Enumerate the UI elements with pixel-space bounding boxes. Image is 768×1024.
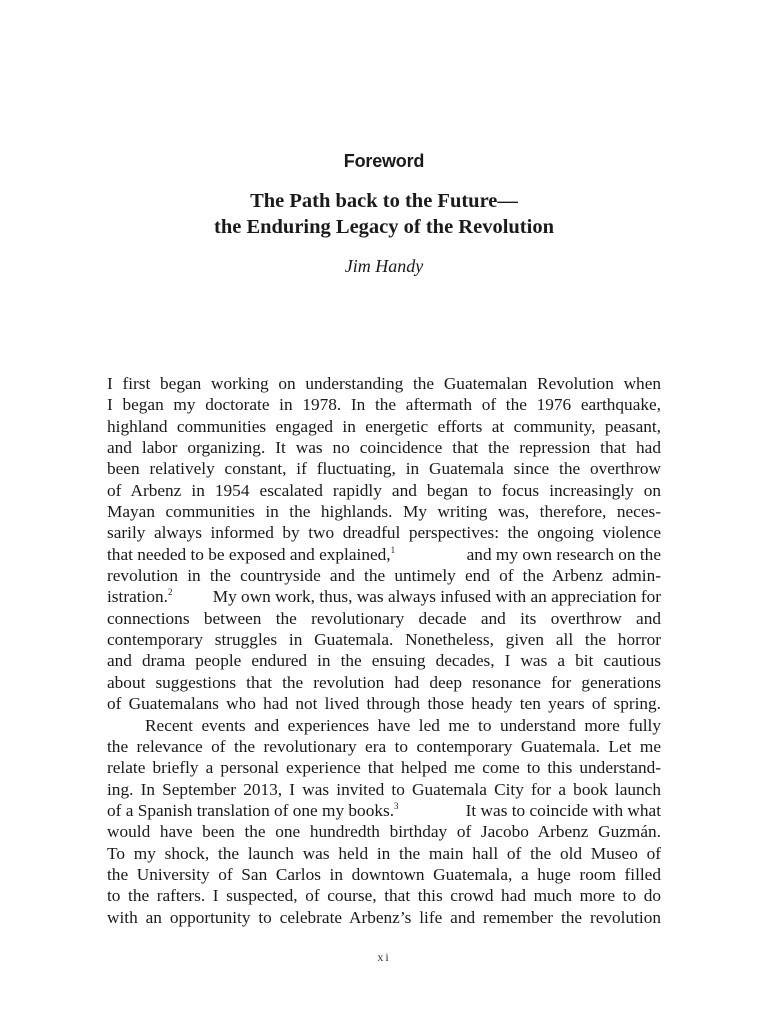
text-line: I first began working on understanding the Guatemalan Revolution when — [107, 374, 661, 393]
text-line: would have been the one hundredth birthday of Jacobo Arbenz Guzmán. — [107, 822, 661, 842]
text-line: the relevance of the revolutionary era to contemporary Guatemala. Let me — [107, 736, 661, 756]
text-line: and labor organizing. It was no coincidence that the repression that had — [107, 438, 661, 458]
text-fragment-b: and my own research on the — [466, 544, 661, 564]
author-name: Jim Handy — [344, 256, 424, 276]
text-line: ing. In September 2013, I was invited to Guatemala City for a book launch — [107, 779, 661, 799]
text-line: and drama people endured in the ensuing decades, I was a bit cautious — [107, 651, 661, 671]
text-fragment — [107, 586, 172, 607]
footnote-ref-1[interactable]: 1 — [390, 544, 396, 555]
text-line: Mayan communities in the highlands. My writing was, therefore, neces- — [107, 502, 661, 522]
text-line: of Guatemalans who had not lived through those heady ten years of spring. — [107, 694, 661, 714]
text-line-with-note — [107, 586, 661, 607]
text-fragment-b: My own work, thus, was always infused with an appreciation for — [212, 587, 661, 607]
text-line: revolution in the countryside and the untimely end of the Arbenz admin- — [107, 566, 661, 586]
text-line-with-note — [107, 544, 661, 565]
title-line-1: The Path back to the Future— — [250, 190, 518, 212]
text-line: to the rafters. I suspected, of course, that this crowd had much more to do — [107, 886, 661, 906]
text-line: sarily always informed by two dreadful perspectives: the ongoing violence — [107, 523, 661, 543]
text-line: about suggestions that the revolution had deep resonance for generations — [107, 672, 661, 692]
text-fragment — [107, 544, 395, 565]
body-text — [107, 373, 661, 928]
footnote-ref-3[interactable]: 3 — [394, 801, 399, 812]
footnote-ref-2[interactable]: 2 — [167, 587, 173, 598]
text-fragment-b: It was to coincide with what — [465, 800, 661, 820]
text-fragment-a: istration. — [107, 587, 168, 607]
text-line: connections between the revolutionary decade and its overthrow and — [107, 608, 661, 628]
page-number: xi — [377, 950, 391, 964]
text-line: I began my doctorate in 1978. In the aftermath of the 1976 earthquake, — [107, 395, 661, 415]
text-line-indented: Recent events and experiences have led me to understand more fully — [145, 715, 661, 735]
chapter-title — [0, 188, 768, 240]
text-line: of Arbenz in 1954 escalated rapidly and began to focus increasingly on — [107, 480, 661, 500]
text-fragment-a: that needed to be exposed and explained, — [107, 544, 391, 564]
text-fragment — [107, 800, 399, 821]
text-line: highland communities engaged in energetic efforts at community, peasant, — [107, 416, 661, 436]
text-fragment-a: of a Spanish translation of one my books. — [107, 800, 395, 820]
text-line: with an opportunity to celebrate Arbenz’s life and remember the revolution — [107, 907, 661, 927]
text-line-with-note — [107, 800, 661, 821]
text-line: To my shock, the launch was held in the main hall of the old Museo of — [107, 843, 661, 863]
text-line: been relatively constant, if fluctuating, in Guatemala since the overthrow — [107, 459, 661, 479]
section-label: Foreword — [343, 151, 425, 171]
title-line-2: the Enduring Legacy of the Revolution — [214, 216, 554, 238]
text-line: relate briefly a personal experience that helped me come to this understand- — [107, 758, 661, 778]
text-line: the University of San Carlos in downtown Guatemala, a huge room filled — [107, 864, 661, 884]
text-line: contemporary struggles in Guatemala. Nonetheless, given all the horror — [107, 630, 661, 650]
